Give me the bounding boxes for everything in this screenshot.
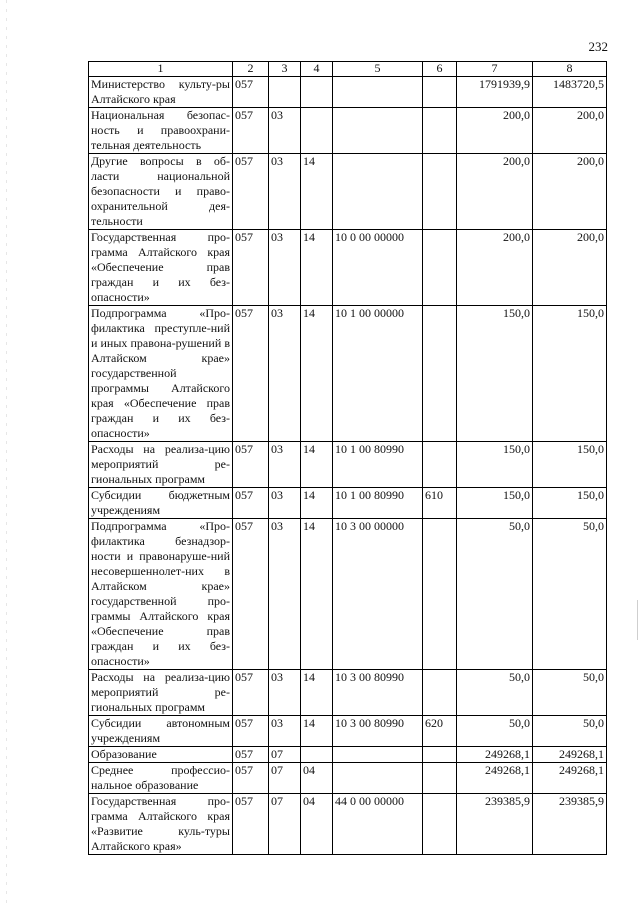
amount-year1-cell: 200,0: [457, 230, 533, 306]
target-article-cell: 10 0 00 00000: [333, 230, 423, 306]
target-article-cell: 10 3 00 80990: [333, 670, 423, 716]
expense-type-cell: [423, 519, 457, 670]
section-code-cell: 03: [269, 716, 301, 747]
table-row: [89, 154, 607, 230]
ministry-code-cell: 057: [233, 763, 269, 794]
amount-year1-cell: 150,0: [457, 488, 533, 519]
ministry-code-cell: 057: [233, 77, 269, 108]
table-header-row: [89, 62, 607, 77]
amount-year2-cell: 50,0: [533, 519, 607, 670]
amount-year2-cell: 150,0: [533, 442, 607, 488]
ministry-code-cell: 057: [233, 488, 269, 519]
section-code-cell: 03: [269, 306, 301, 442]
column-header: 4: [301, 62, 333, 77]
amount-year1-cell: 200,0: [457, 154, 533, 230]
amount-year2-cell: 150,0: [533, 488, 607, 519]
section-code-cell: 03: [269, 154, 301, 230]
ministry-code-cell: 057: [233, 154, 269, 230]
target-article-cell: 10 3 00 00000: [333, 519, 423, 670]
section-code-cell: 03: [269, 670, 301, 716]
subsection-code-cell: 14: [301, 230, 333, 306]
target-article-cell: 10 1 00 00000: [333, 306, 423, 442]
table-row: [89, 519, 607, 670]
item-name-cell: Подпрограмма «Про-филактика безнадзор-ности и правонаруше-ний несовершеннолет-них в Алтайском крае» государственной про-граммы Алтайского края «Обеспечение прав граждан и их без-опасности»: [89, 519, 233, 670]
item-name-cell: Расходы на реализа-цию мероприятий ре-гиональных программ: [89, 442, 233, 488]
table-row: [89, 108, 607, 154]
ministry-code-cell: 057: [233, 716, 269, 747]
table-row: [89, 670, 607, 716]
column-header: 6: [423, 62, 457, 77]
expense-type-cell: [423, 306, 457, 442]
ministry-code-cell: 057: [233, 230, 269, 306]
target-article-cell: 10 1 00 80990: [333, 488, 423, 519]
scan-edge-right: [637, 600, 638, 640]
section-code-cell: 07: [269, 747, 301, 763]
item-name-cell: Государственная про-грамма Алтайского края «Развитие куль-туры Алтайского края»: [89, 794, 233, 855]
table-row: [89, 306, 607, 442]
amount-year2-cell: 239385,9: [533, 794, 607, 855]
budget-table: [88, 61, 607, 855]
subsection-code-cell: [301, 747, 333, 763]
table-row: [89, 488, 607, 519]
amount-year1-cell: 50,0: [457, 670, 533, 716]
expense-type-cell: [423, 154, 457, 230]
amount-year1-cell: 200,0: [457, 108, 533, 154]
expense-type-cell: [423, 747, 457, 763]
column-header: 2: [233, 62, 269, 77]
amount-year2-cell: 50,0: [533, 670, 607, 716]
subsection-code-cell: [301, 77, 333, 108]
target-article-cell: 10 3 00 80990: [333, 716, 423, 747]
subsection-code-cell: 14: [301, 154, 333, 230]
page-number: 232: [588, 39, 608, 54]
expense-type-cell: 620: [423, 716, 457, 747]
item-name-cell: Образование: [89, 747, 233, 763]
amount-year2-cell: 200,0: [533, 108, 607, 154]
item-name-cell: Субсидии автономным учреждениям: [89, 716, 233, 747]
amount-year2-cell: 1483720,5: [533, 77, 607, 108]
ministry-code-cell: 057: [233, 747, 269, 763]
expense-type-cell: [423, 108, 457, 154]
section-code-cell: 03: [269, 519, 301, 670]
amount-year2-cell: 249268,1: [533, 763, 607, 794]
section-code-cell: 03: [269, 488, 301, 519]
amount-year1-cell: 150,0: [457, 442, 533, 488]
expense-type-cell: [423, 230, 457, 306]
expense-type-cell: 610: [423, 488, 457, 519]
column-header: 5: [333, 62, 423, 77]
amount-year2-cell: 50,0: [533, 716, 607, 747]
scan-edge-left: [6, 0, 7, 904]
expense-type-cell: [423, 763, 457, 794]
subsection-code-cell: 04: [301, 794, 333, 855]
table-row: [89, 716, 607, 747]
target-article-cell: [333, 747, 423, 763]
section-code-cell: 03: [269, 442, 301, 488]
ministry-code-cell: 057: [233, 670, 269, 716]
item-name-cell: Государственная про-грамма Алтайского края «Обеспечение прав граждан и их без-опасности»: [89, 230, 233, 306]
table-row: [89, 747, 607, 763]
item-name-cell: Среднее профессио-нальное образование: [89, 763, 233, 794]
amount-year2-cell: 200,0: [533, 154, 607, 230]
target-article-cell: [333, 154, 423, 230]
section-code-cell: 03: [269, 230, 301, 306]
subsection-code-cell: 04: [301, 763, 333, 794]
table-row: [89, 442, 607, 488]
expense-type-cell: [423, 670, 457, 716]
amount-year1-cell: 150,0: [457, 306, 533, 442]
target-article-cell: 44 0 00 00000: [333, 794, 423, 855]
section-code-cell: 03: [269, 108, 301, 154]
ministry-code-cell: 057: [233, 108, 269, 154]
subsection-code-cell: 14: [301, 306, 333, 442]
subsection-code-cell: [301, 108, 333, 154]
item-name-cell: Министерство культу-ры Алтайского края: [89, 77, 233, 108]
amount-year1-cell: 239385,9: [457, 794, 533, 855]
section-code-cell: [269, 77, 301, 108]
item-name-cell: Расходы на реализа-цию мероприятий ре-гиональных программ: [89, 670, 233, 716]
target-article-cell: [333, 763, 423, 794]
amount-year2-cell: 200,0: [533, 230, 607, 306]
section-code-cell: 07: [269, 794, 301, 855]
item-name-cell: Подпрограмма «Про-филактика преступле-ний и иных правона-рушений в Алтайском крае» государственной программы Алтайского края «Обеспечение прав граждан и их без-опасности»: [89, 306, 233, 442]
subsection-code-cell: 14: [301, 519, 333, 670]
amount-year1-cell: 1791939,9: [457, 77, 533, 108]
amount-year1-cell: 249268,1: [457, 763, 533, 794]
table-row: [89, 794, 607, 855]
expense-type-cell: [423, 442, 457, 488]
subsection-code-cell: 14: [301, 670, 333, 716]
table-body: [89, 77, 607, 855]
table-row: [89, 77, 607, 108]
expense-type-cell: [423, 77, 457, 108]
target-article-cell: 10 1 00 80990: [333, 442, 423, 488]
target-article-cell: [333, 108, 423, 154]
subsection-code-cell: 14: [301, 488, 333, 519]
ministry-code-cell: 057: [233, 306, 269, 442]
ministry-code-cell: 057: [233, 519, 269, 670]
target-article-cell: [333, 77, 423, 108]
subsection-code-cell: 14: [301, 442, 333, 488]
column-header: 8: [533, 62, 607, 77]
ministry-code-cell: 057: [233, 442, 269, 488]
column-header: 1: [89, 62, 233, 77]
table-row: [89, 230, 607, 306]
amount-year1-cell: 50,0: [457, 716, 533, 747]
amount-year2-cell: 150,0: [533, 306, 607, 442]
item-name-cell: Субсидии бюджетным учреждениям: [89, 488, 233, 519]
column-header: 7: [457, 62, 533, 77]
subsection-code-cell: 14: [301, 716, 333, 747]
item-name-cell: Национальная безопас-ность и правоохрани-тельная деятельность: [89, 108, 233, 154]
amount-year2-cell: 249268,1: [533, 747, 607, 763]
section-code-cell: 07: [269, 763, 301, 794]
item-name-cell: Другие вопросы в об-ласти национальной безопасности и право-охранительной дея-тельности: [89, 154, 233, 230]
column-header: 3: [269, 62, 301, 77]
expense-type-cell: [423, 794, 457, 855]
amount-year1-cell: 249268,1: [457, 747, 533, 763]
amount-year1-cell: 50,0: [457, 519, 533, 670]
table-row: [89, 763, 607, 794]
ministry-code-cell: 057: [233, 794, 269, 855]
